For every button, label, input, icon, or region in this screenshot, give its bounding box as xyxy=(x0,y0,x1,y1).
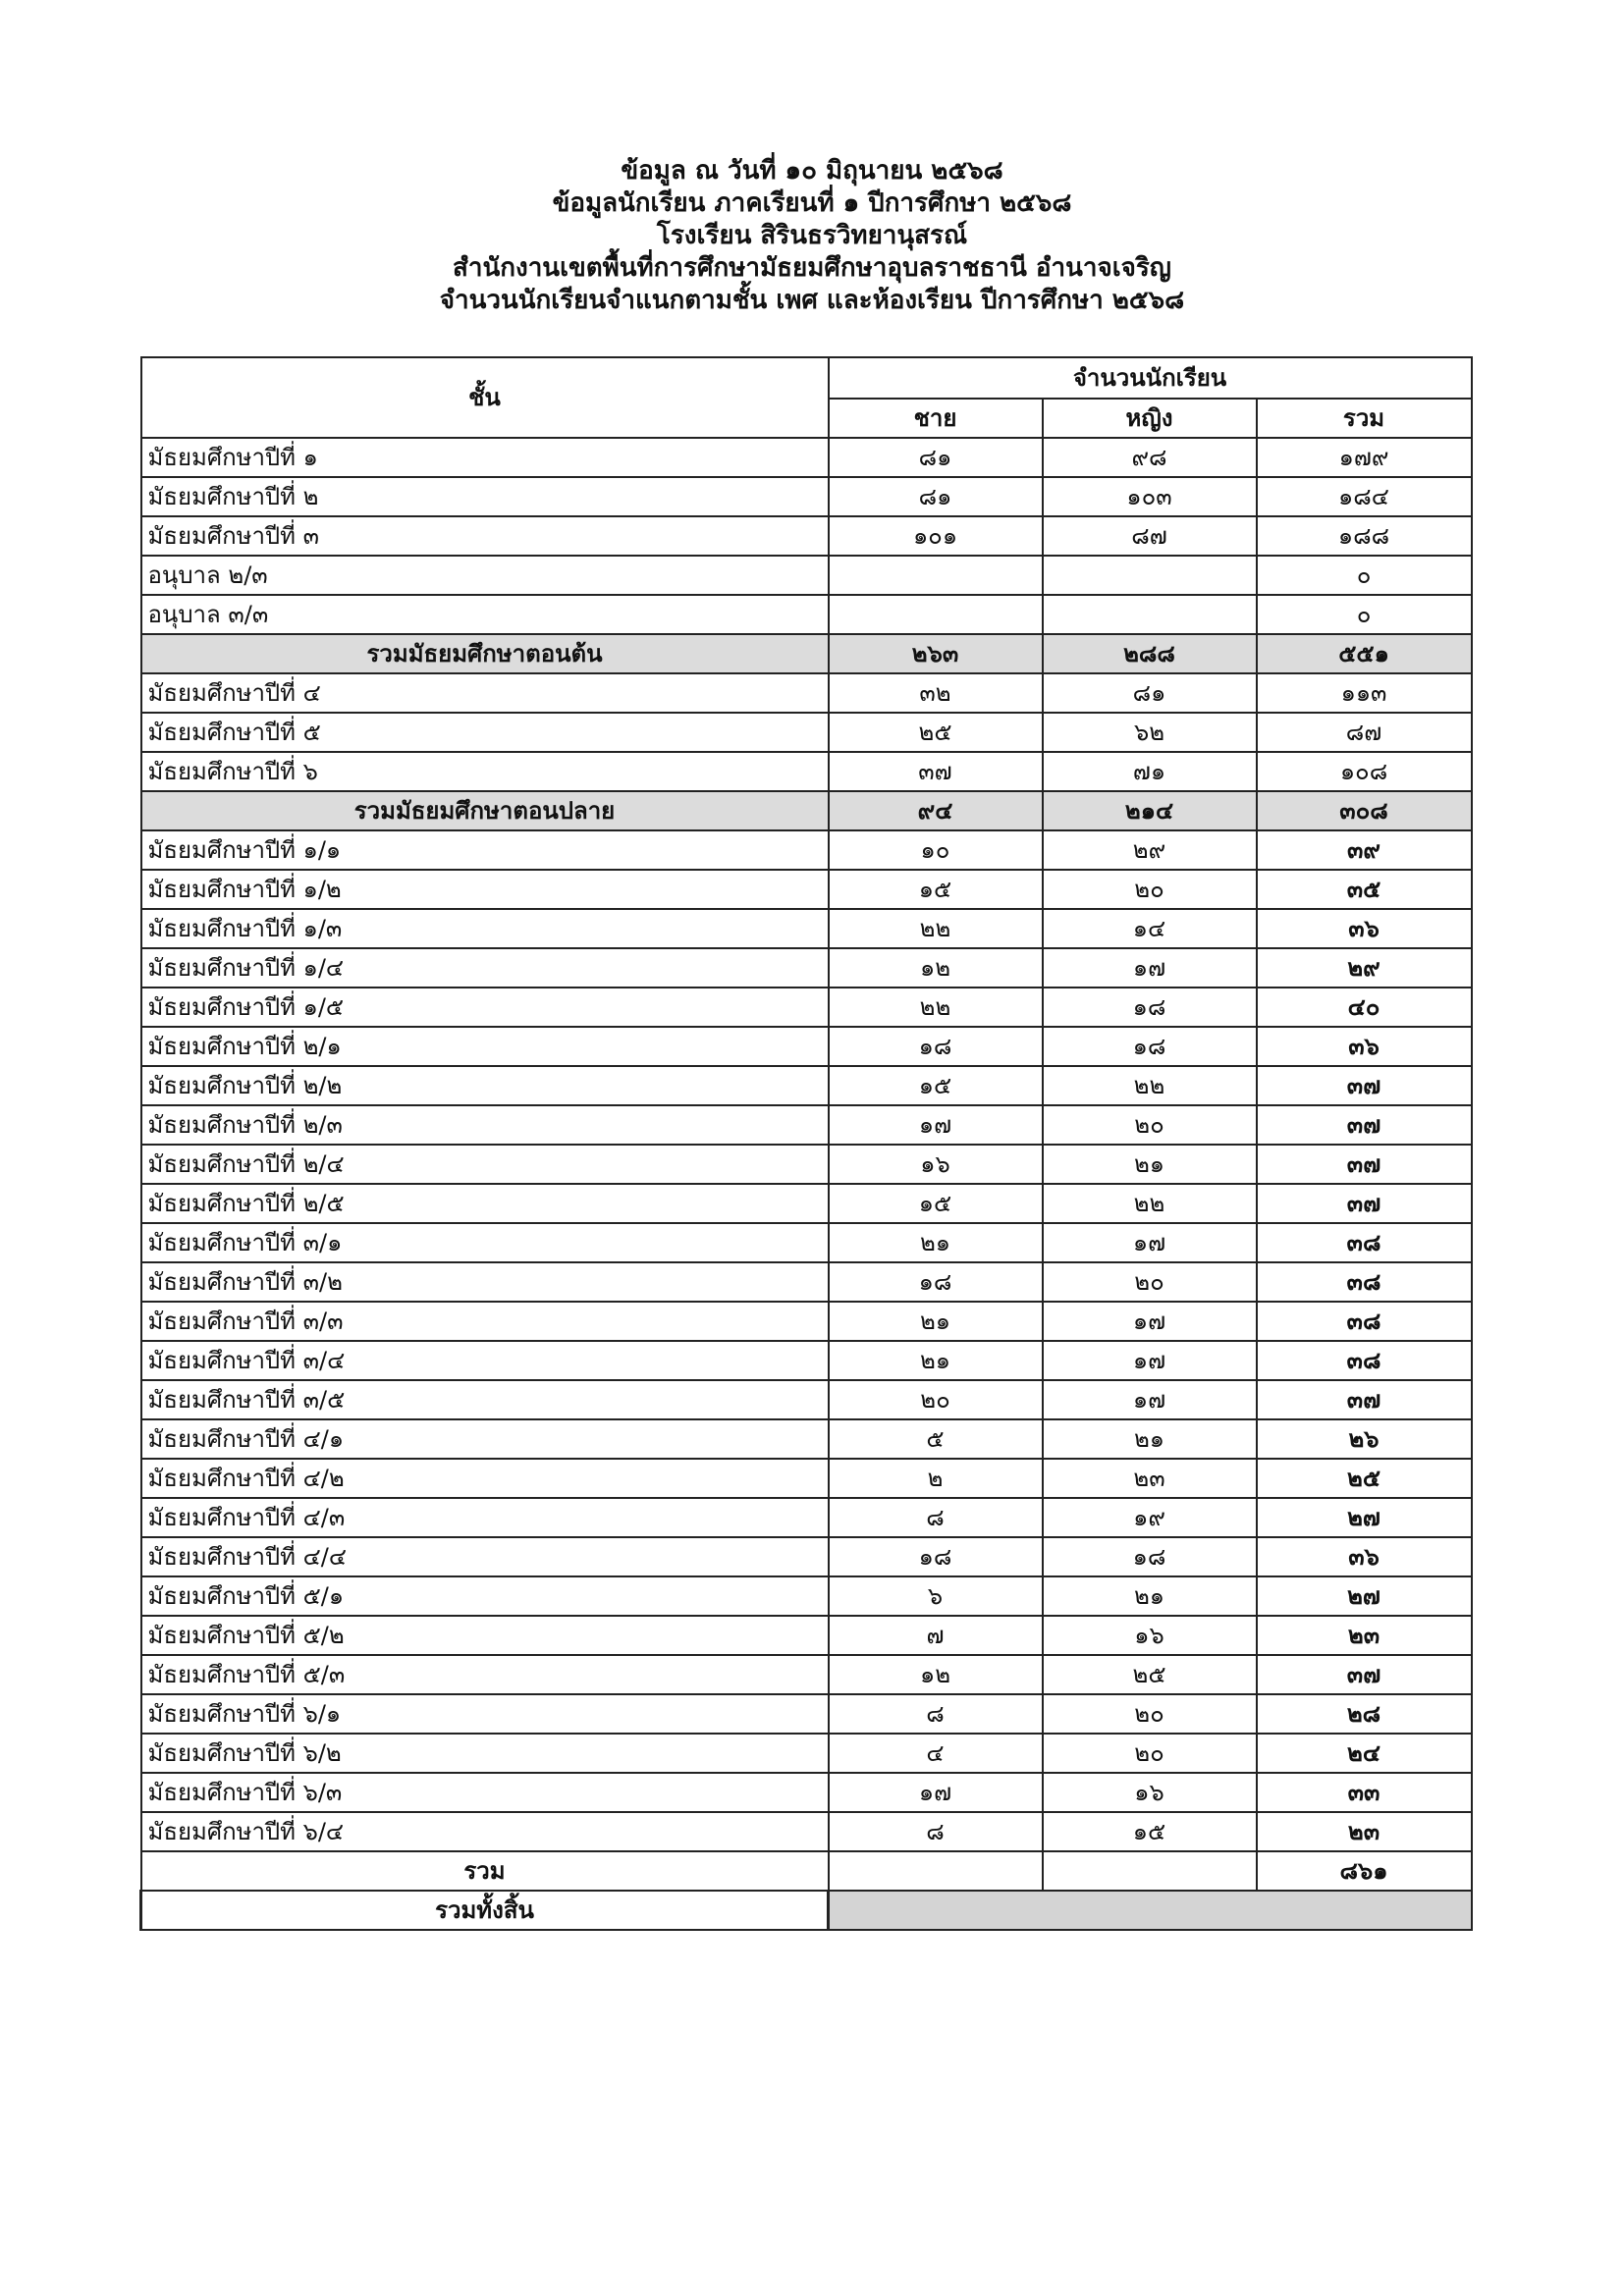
row-female: ๒๕ xyxy=(1043,1655,1257,1694)
row-total: ๕๕๑ xyxy=(1257,634,1472,673)
row-label: มัธยมศึกษาปีที่ ๓/๒ xyxy=(141,1262,829,1302)
row-total: ๔๐ xyxy=(1257,988,1472,1027)
row-total: ๒๓ xyxy=(1257,1616,1472,1655)
row-label: มัธยมศึกษาปีที่ ๖/๓ xyxy=(141,1773,829,1812)
row-male: ๒๐ xyxy=(829,1380,1043,1419)
total-row xyxy=(141,1851,1472,1891)
row-male: ๑๐๑ xyxy=(829,516,1043,556)
row-label: มัธยมศึกษาปีที่ ๖/๒ xyxy=(141,1734,829,1773)
row-total: ๓๐๘ xyxy=(1257,791,1472,830)
row-label: มัธยมศึกษาปีที่ ๓/๓ xyxy=(141,1302,829,1341)
table-row xyxy=(141,713,1472,752)
table-row xyxy=(141,1223,1472,1262)
table-row xyxy=(141,870,1472,909)
grand-total-label: รวมทั้งสิ้น xyxy=(141,1891,829,1930)
grand-total-row xyxy=(141,1891,1472,1930)
row-total: ๓๖ xyxy=(1257,1537,1472,1576)
total-row-male xyxy=(829,1851,1043,1891)
row-male: ๕ xyxy=(829,1419,1043,1459)
row-male: ๑๖ xyxy=(829,1145,1043,1184)
table-row xyxy=(141,1066,1472,1105)
row-female: ๒๑ xyxy=(1043,1576,1257,1616)
row-female: ๒๑ xyxy=(1043,1145,1257,1184)
row-male: ๘ xyxy=(829,1812,1043,1851)
table-row xyxy=(141,1773,1472,1812)
row-total: ๒๙ xyxy=(1257,948,1472,988)
row-label: มัธยมศึกษาปีที่ ๕ xyxy=(141,713,829,752)
row-label: มัธยมศึกษาปีที่ ๓ xyxy=(141,516,829,556)
table-row xyxy=(141,1537,1472,1576)
table-row xyxy=(141,673,1472,713)
row-male: ๘ xyxy=(829,1694,1043,1734)
table-row xyxy=(141,1105,1472,1145)
row-female: ๒๐ xyxy=(1043,1694,1257,1734)
row-male: ๘ xyxy=(829,1498,1043,1537)
row-total: ๓๙ xyxy=(1257,830,1472,870)
row-male: ๖ xyxy=(829,1576,1043,1616)
row-female: ๑๗ xyxy=(1043,1302,1257,1341)
row-female: ๑๗ xyxy=(1043,948,1257,988)
row-male: ๑๕ xyxy=(829,870,1043,909)
row-female xyxy=(1043,595,1257,634)
table-row xyxy=(141,1616,1472,1655)
row-label: มัธยมศึกษาปีที่ ๓/๕ xyxy=(141,1380,829,1419)
row-label: มัธยมศึกษาปีที่ ๖ xyxy=(141,752,829,791)
row-label: มัธยมศึกษาปีที่ ๒/๕ xyxy=(141,1184,829,1223)
row-male: ๑๐ xyxy=(829,830,1043,870)
row-female: ๖๒ xyxy=(1043,713,1257,752)
row-male: ๑๒ xyxy=(829,948,1043,988)
table-body xyxy=(141,438,1472,1851)
row-label: อนุบาล ๒/๓ xyxy=(141,556,829,595)
row-label: มัธยมศึกษาปีที่ ๓/๑ xyxy=(141,1223,829,1262)
row-label: มัธยมศึกษาปีที่ ๑/๔ xyxy=(141,948,829,988)
row-male: ๒ xyxy=(829,1459,1043,1498)
row-male: ๑๕ xyxy=(829,1184,1043,1223)
header-students: จำนวนนักเรียน xyxy=(829,357,1472,399)
row-total: ๓๗ xyxy=(1257,1380,1472,1419)
row-label: มัธยมศึกษาปีที่ ๕/๒ xyxy=(141,1616,829,1655)
row-label: มัธยมศึกษาปีที่ ๑ xyxy=(141,438,829,477)
row-male: ๓๗ xyxy=(829,752,1043,791)
row-label: มัธยมศึกษาปีที่ ๑/๒ xyxy=(141,870,829,909)
heading-office: สำนักงานเขตพื้นที่การศึกษามัธยมศึกษาอุบลราชธานี อำนาจเจริญ xyxy=(453,253,1171,283)
row-female: ๒๐ xyxy=(1043,870,1257,909)
row-female: ๑๗ xyxy=(1043,1341,1257,1380)
row-total: ๒๓ xyxy=(1257,1812,1472,1851)
row-female: ๑๔ xyxy=(1043,909,1257,948)
row-male: ๔ xyxy=(829,1734,1043,1773)
row-total: ๑๘๔ xyxy=(1257,477,1472,516)
row-male: ๒๒ xyxy=(829,988,1043,1027)
table-row xyxy=(141,1145,1472,1184)
row-label: มัธยมศึกษาปีที่ ๖/๑ xyxy=(141,1694,829,1734)
table-row xyxy=(141,909,1472,948)
row-female: ๑๗ xyxy=(1043,1380,1257,1419)
table-row xyxy=(141,1734,1472,1773)
row-label: มัธยมศึกษาปีที่ ๔/๑ xyxy=(141,1419,829,1459)
row-female: ๘๗ xyxy=(1043,516,1257,556)
row-label: มัธยมศึกษาปีที่ ๕/๓ xyxy=(141,1655,829,1694)
table-row xyxy=(141,595,1472,634)
row-female: ๑๖ xyxy=(1043,1773,1257,1812)
row-label: มัธยมศึกษาปีที่ ๑/๕ xyxy=(141,988,829,1027)
row-female: ๒๘๘ xyxy=(1043,634,1257,673)
row-male: ๘๑ xyxy=(829,477,1043,516)
document-heading xyxy=(0,155,1624,317)
row-female: ๑๘ xyxy=(1043,1027,1257,1066)
row-total: ๑๗๙ xyxy=(1257,438,1472,477)
row-label: มัธยมศึกษาปีที่ ๑/๑ xyxy=(141,830,829,870)
row-male xyxy=(829,556,1043,595)
row-female: ๑๘ xyxy=(1043,1537,1257,1576)
row-label: มัธยมศึกษาปีที่ ๒ xyxy=(141,477,829,516)
subtotal-row xyxy=(141,791,1472,830)
row-total: ๒๘ xyxy=(1257,1694,1472,1734)
row-label: มัธยมศึกษาปีที่ ๒/๔ xyxy=(141,1145,829,1184)
row-female: ๒๒ xyxy=(1043,1184,1257,1223)
row-total: ๓๗ xyxy=(1257,1145,1472,1184)
row-label: มัธยมศึกษาปีที่ ๕/๑ xyxy=(141,1576,829,1616)
heading-date: ข้อมูล ณ วันที่ ๑๐ มิถุนายน ๒๕๖๘ xyxy=(621,156,1003,186)
table-row xyxy=(141,1027,1472,1066)
row-total: ๓๘ xyxy=(1257,1302,1472,1341)
row-total: ๒๗ xyxy=(1257,1498,1472,1537)
table-row xyxy=(141,1380,1472,1419)
row-total: ๒๔ xyxy=(1257,1734,1472,1773)
header-total: รวม xyxy=(1257,399,1472,438)
row-female xyxy=(1043,556,1257,595)
table-row xyxy=(141,1498,1472,1537)
row-total: ๒๕ xyxy=(1257,1459,1472,1498)
heading-term: ข้อมูลนักเรียน ภาคเรียนที่ ๑ ปีการศึกษา ๒๕๖๘ xyxy=(552,188,1072,218)
header-grade: ชั้น xyxy=(141,357,829,438)
row-total: ๘๗ xyxy=(1257,713,1472,752)
row-female: ๑๐๓ xyxy=(1043,477,1257,516)
table-row xyxy=(141,1419,1472,1459)
row-male: ๓๒ xyxy=(829,673,1043,713)
row-male: ๑๘ xyxy=(829,1262,1043,1302)
row-label: รวมมัธยมศึกษาตอนปลาย xyxy=(141,791,829,830)
row-female: ๒๐ xyxy=(1043,1262,1257,1302)
table-row xyxy=(141,752,1472,791)
table-row xyxy=(141,1302,1472,1341)
row-total: ๑๘๘ xyxy=(1257,516,1472,556)
heading-table-title: จำนวนนักเรียนจำแนกตามชั้น เพศ และห้องเรียน ปีการศึกษา ๒๕๖๘ xyxy=(439,286,1185,315)
table-row xyxy=(141,988,1472,1027)
table-row xyxy=(141,1262,1472,1302)
row-total: ๓๗ xyxy=(1257,1184,1472,1223)
row-total: ๓๘ xyxy=(1257,1341,1472,1380)
row-total: ๓๘ xyxy=(1257,1223,1472,1262)
row-male: ๑๕ xyxy=(829,1066,1043,1105)
row-female: ๙๘ xyxy=(1043,438,1257,477)
subtotal-row xyxy=(141,634,1472,673)
row-male: ๒๑ xyxy=(829,1302,1043,1341)
student-count-table xyxy=(139,356,1473,1931)
row-total: ๒๗ xyxy=(1257,1576,1472,1616)
table-row xyxy=(141,477,1472,516)
row-label: มัธยมศึกษาปีที่ ๔/๓ xyxy=(141,1498,829,1537)
row-male: ๘๑ xyxy=(829,438,1043,477)
table-row xyxy=(141,1655,1472,1694)
row-total: ๓๘ xyxy=(1257,1262,1472,1302)
header-female: หญิง xyxy=(1043,399,1257,438)
table-row xyxy=(141,1459,1472,1498)
row-label: มัธยมศึกษาปีที่ ๒/๓ xyxy=(141,1105,829,1145)
row-total: ๓๓ xyxy=(1257,1773,1472,1812)
row-female: ๒๑ xyxy=(1043,1419,1257,1459)
row-male: ๒๑ xyxy=(829,1223,1043,1262)
table-row xyxy=(141,948,1472,988)
row-female: ๒๓ xyxy=(1043,1459,1257,1498)
row-label: มัธยมศึกษาปีที่ ๓/๔ xyxy=(141,1341,829,1380)
table-row xyxy=(141,1184,1472,1223)
row-total: ๑๑๓ xyxy=(1257,673,1472,713)
row-female: ๒๐ xyxy=(1043,1105,1257,1145)
row-total: ๑๐๘ xyxy=(1257,752,1472,791)
table-row xyxy=(141,830,1472,870)
row-label: มัธยมศึกษาปีที่ ๑/๓ xyxy=(141,909,829,948)
row-label: อนุบาล ๓/๓ xyxy=(141,595,829,634)
row-female: ๒๙ xyxy=(1043,830,1257,870)
row-total: ๓๖ xyxy=(1257,909,1472,948)
row-label: มัธยมศึกษาปีที่ ๔ xyxy=(141,673,829,713)
row-label: มัธยมศึกษาปีที่ ๖/๔ xyxy=(141,1812,829,1851)
row-male: ๙๔ xyxy=(829,791,1043,830)
row-label: มัธยมศึกษาปีที่ ๒/๑ xyxy=(141,1027,829,1066)
row-male: ๒๑ xyxy=(829,1341,1043,1380)
row-female: ๑๗ xyxy=(1043,1223,1257,1262)
header-male: ชาย xyxy=(829,399,1043,438)
row-female: ๘๑ xyxy=(1043,673,1257,713)
row-total: ๓๗ xyxy=(1257,1655,1472,1694)
row-male: ๒๒ xyxy=(829,909,1043,948)
row-total: ๓๕ xyxy=(1257,870,1472,909)
row-female: ๒๑๔ xyxy=(1043,791,1257,830)
row-total: ๐ xyxy=(1257,556,1472,595)
row-total: ๓๗ xyxy=(1257,1105,1472,1145)
row-male: ๑๗ xyxy=(829,1105,1043,1145)
grand-total-value xyxy=(829,1891,1472,1930)
table-row xyxy=(141,1341,1472,1380)
table-row xyxy=(141,516,1472,556)
table-row xyxy=(141,438,1472,477)
row-female: ๑๕ xyxy=(1043,1812,1257,1851)
row-total: ๓๗ xyxy=(1257,1066,1472,1105)
row-male: ๑๒ xyxy=(829,1655,1043,1694)
table-row xyxy=(141,1694,1472,1734)
row-female: ๑๙ xyxy=(1043,1498,1257,1537)
row-female: ๒๒ xyxy=(1043,1066,1257,1105)
row-male: ๑๗ xyxy=(829,1773,1043,1812)
row-male: ๒๕ xyxy=(829,713,1043,752)
row-label: มัธยมศึกษาปีที่ ๒/๒ xyxy=(141,1066,829,1105)
row-total: ๐ xyxy=(1257,595,1472,634)
total-row-female xyxy=(1043,1851,1257,1891)
row-male: ๗ xyxy=(829,1616,1043,1655)
row-male: ๑๘ xyxy=(829,1537,1043,1576)
row-male: ๒๖๓ xyxy=(829,634,1043,673)
row-label: รวมมัธยมศึกษาตอนต้น xyxy=(141,634,829,673)
row-male xyxy=(829,595,1043,634)
row-label: มัธยมศึกษาปีที่ ๔/๒ xyxy=(141,1459,829,1498)
row-male: ๑๘ xyxy=(829,1027,1043,1066)
table-row xyxy=(141,556,1472,595)
total-row-total: ๘๖๑ xyxy=(1257,1851,1472,1891)
row-label: มัธยมศึกษาปีที่ ๔/๔ xyxy=(141,1537,829,1576)
row-female: ๒๐ xyxy=(1043,1734,1257,1773)
row-female: ๗๑ xyxy=(1043,752,1257,791)
row-total: ๓๖ xyxy=(1257,1027,1472,1066)
table-row xyxy=(141,1576,1472,1616)
row-female: ๑๖ xyxy=(1043,1616,1257,1655)
row-female: ๑๘ xyxy=(1043,988,1257,1027)
table-row xyxy=(141,1812,1472,1851)
row-total: ๒๖ xyxy=(1257,1419,1472,1459)
total-row-label: รวม xyxy=(141,1851,829,1891)
heading-school: โรงเรียน สิรินธรวิทยานุสรณ์ xyxy=(656,221,968,250)
